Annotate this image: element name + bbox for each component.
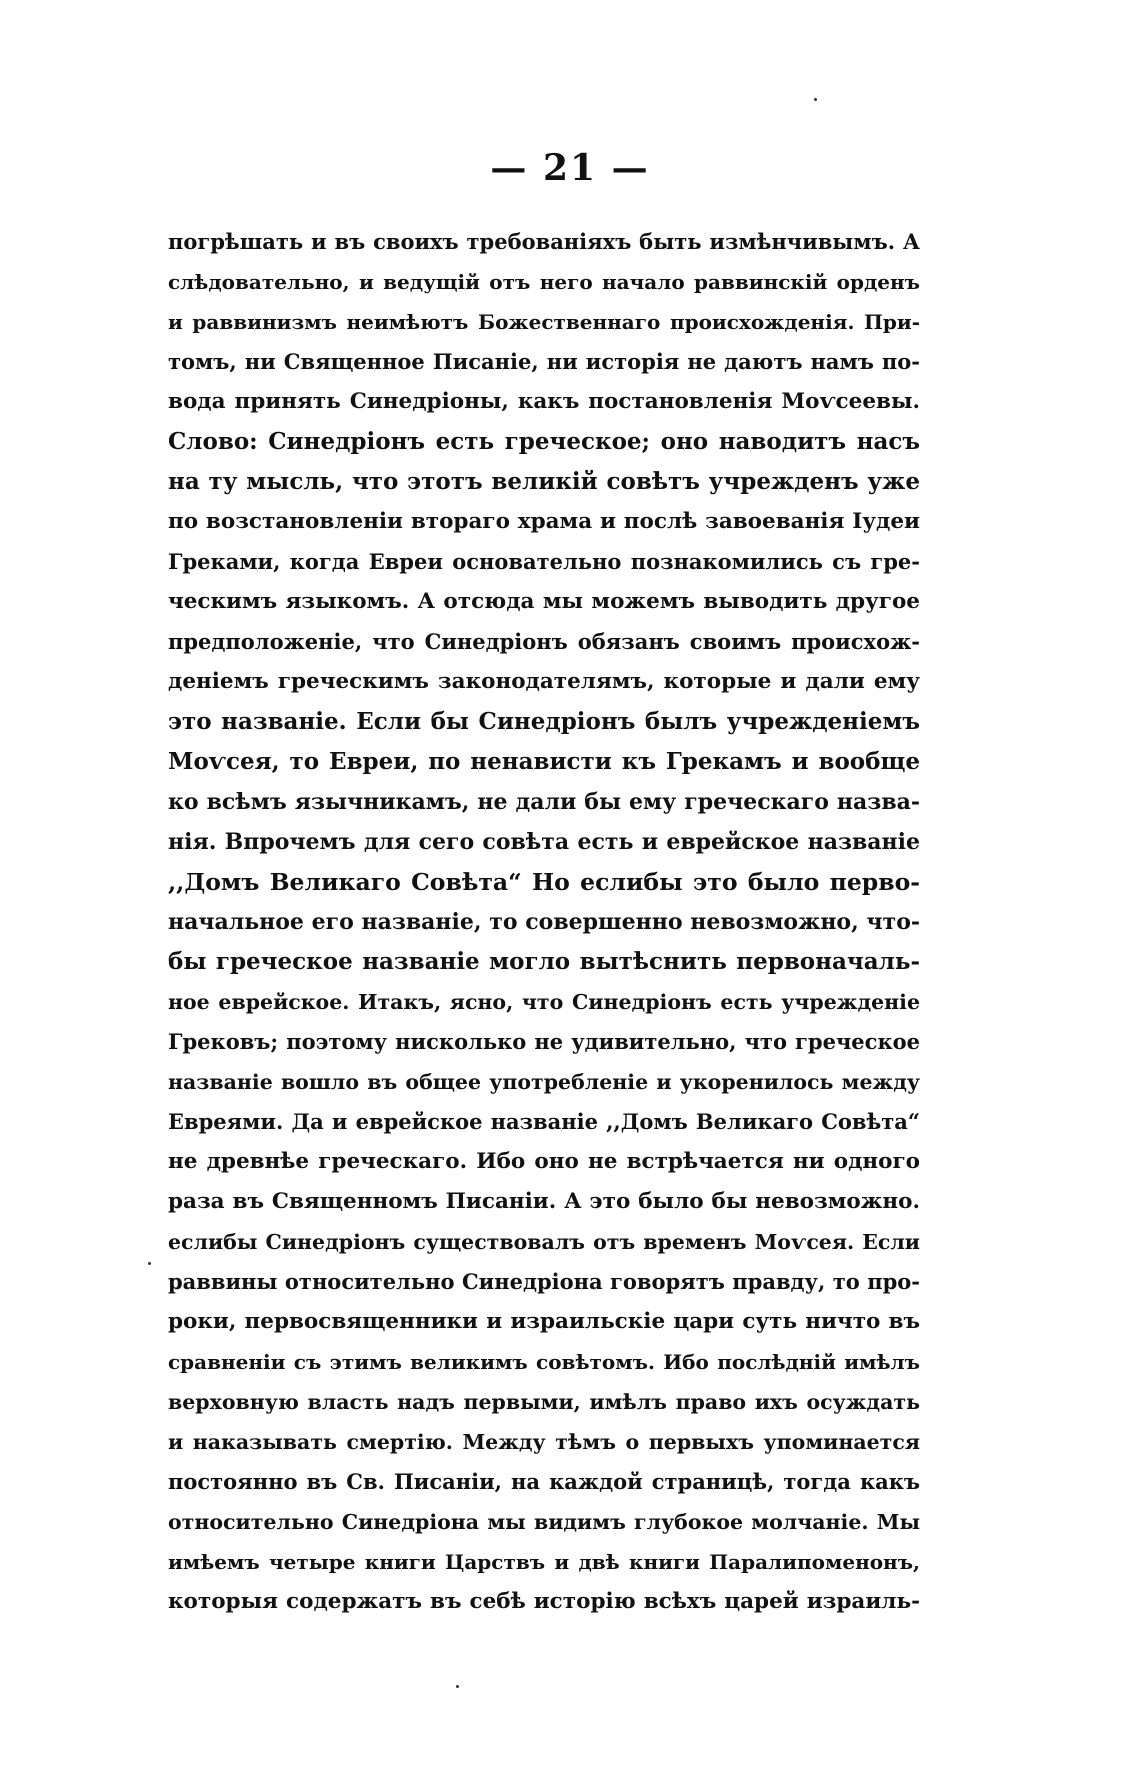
text-line: и раввинизмъ неимѣютъ Божественнаго происхожденія. При- <box>168 310 920 334</box>
text-line: ческимъ языкомъ. А отсюда мы можемъ выводить другое <box>168 589 920 614</box>
text-line: раввины относительно Синедріона говорятъ правду, то про- <box>168 1269 920 1294</box>
text-line: Слово: Синедріонъ есть греческое; оно наводитъ насъ <box>168 428 920 455</box>
text-line: названіе вошло въ общее употребленіе и укоренилось между <box>168 1070 920 1094</box>
ink-speck <box>456 1685 459 1688</box>
text-line: нія. Впрочемъ для сего совѣта есть и еврейское названіе <box>168 829 920 855</box>
text-line: имѣемъ четыре книги Царствъ и двѣ книги Паралипоменонъ, <box>168 1550 920 1574</box>
text-line: которыя содержатъ въ себѣ исторію всѣхъ царей израиль- <box>168 1589 920 1614</box>
text-line: бы греческое названіе могло вытѣснить первоначаль- <box>168 948 920 975</box>
text-line: слѣдовательно, и ведущій отъ него начало раввинскій орденъ <box>168 270 920 294</box>
text-line: вода принять Синедріоны, какъ постановленія Моѵсеевы. <box>168 389 920 414</box>
text-line: это названіе. Если бы Синедріонъ былъ учрежденіемъ <box>168 708 920 735</box>
ink-speck <box>148 1262 151 1265</box>
text-line: не древнѣе греческаго. Ибо оно не встрѣчается ни одного <box>168 1149 920 1174</box>
text-line: верховную власть надъ первыми, имѣлъ право ихъ осуждать <box>168 1390 920 1414</box>
text-line: и наказывать смертію. Между тѣмъ о первыхъ упоминается <box>168 1430 920 1454</box>
text-line: относительно Синедріона мы видимъ глубокое молчаніе. Мы <box>168 1510 920 1534</box>
text-line: еслибы Синедріонъ существовалъ отъ временъ Моѵсея. Если <box>168 1230 920 1254</box>
text-line: ко всѣмъ язычникамъ, не дали бы ему греческаго назва- <box>168 789 920 815</box>
text-line: деніемъ греческимъ законодателямъ, которые и дали ему <box>168 669 920 694</box>
text-line: начальное его названіе, то совершенно невозможно, что- <box>168 909 920 935</box>
text-line: раза въ Священномъ Писаніи. А это было бы невозможно. <box>168 1189 920 1214</box>
ink-speck <box>814 98 817 101</box>
text-line: Греками, когда Евреи основательно познакомились съ гре- <box>168 549 920 574</box>
text-line: ное еврейское. Итакъ, ясно, что Синедріонъ есть учрежденіе <box>168 990 920 1014</box>
text-line: по возстановленіи втораго храма и послѣ завоеванія Іудеи <box>168 509 920 534</box>
text-line: Моѵсея, то Евреи, по ненависти къ Грекамъ и вообще <box>168 748 920 775</box>
text-line: сравненіи съ этимъ великимъ совѣтомъ. Ибо послѣдній имѣлъ <box>168 1350 920 1374</box>
text-line: постоянно въ Св. Писаніи, на каждой страницѣ, тогда какъ <box>168 1469 920 1494</box>
page-number: — 21 — <box>490 147 650 189</box>
text-line: роки, первосвященники и израильскіе цари суть ничто въ <box>168 1309 920 1334</box>
text-line: томъ, ни Священное Писаніе, ни исторія не даютъ намъ по- <box>168 349 920 374</box>
text-line: погрѣшать и въ своихъ требованіяхъ быть измѣнчивымъ. А <box>168 229 920 254</box>
text-line: на ту мысль, что этотъ великій совѣтъ учрежденъ уже <box>168 468 920 495</box>
text-line: Евреями. Да и еврейское названіе ,,Домъ Великаго Совѣта“ <box>168 1109 920 1134</box>
body-text <box>168 222 920 1622</box>
text-line: предположеніе, что Синедріонъ обязанъ своимъ происхож- <box>168 629 920 654</box>
text-line: Грековъ; поэтому нисколько не удивительно, что греческое <box>168 1029 920 1054</box>
text-line: ,,Домъ Великаго Совѣта“ Но еслибы это было перво- <box>168 868 920 896</box>
